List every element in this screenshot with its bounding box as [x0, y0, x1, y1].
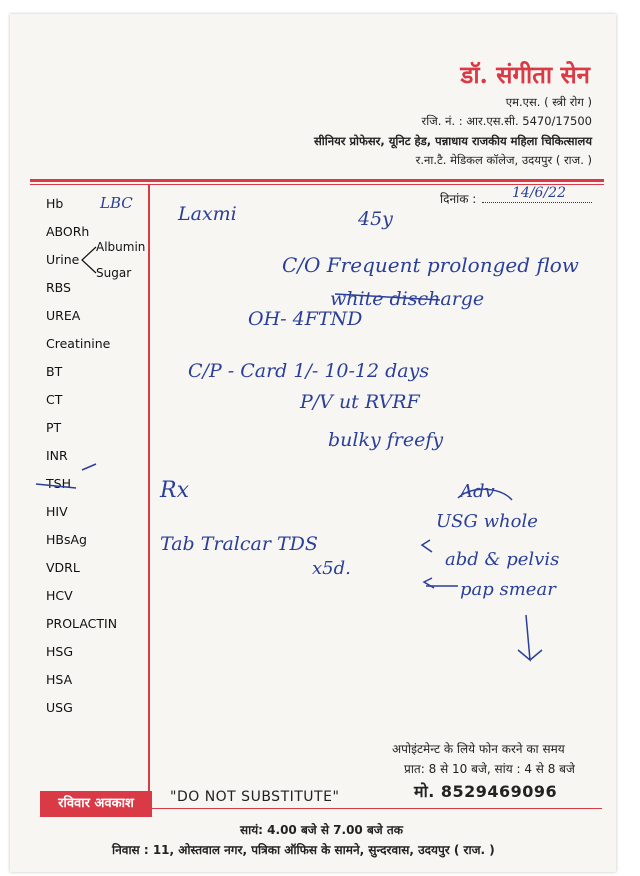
header-divider-thin: [30, 184, 604, 185]
hw-lbc: LBC: [100, 194, 133, 212]
hw-advice-3: pap smear: [460, 579, 556, 600]
qualification: एम.एस. ( स्त्री रोग ): [505, 95, 592, 109]
appointment-timing: प्रात: 8 से 10 बजे, सांय : 4 से 8 बजे: [404, 762, 575, 776]
test-item: BT: [46, 364, 63, 379]
hw-advice-2: abd & pelvis: [445, 549, 560, 570]
test-item: HIV: [46, 504, 68, 519]
header-divider: [30, 179, 604, 182]
test-item: VDRL: [46, 560, 80, 575]
hw-patient-name: Laxmi: [178, 203, 237, 225]
phone-number: मो. 8529469096: [414, 782, 558, 801]
evening-timing: सायं: 4.00 बजे से 7.00 बजे तक: [240, 823, 403, 837]
test-item: Urine: [46, 252, 80, 267]
urine-bracket: [78, 244, 98, 276]
hw-date: 14/6/22: [512, 185, 566, 201]
date-line: [482, 202, 592, 203]
hw-rx: Rx: [160, 478, 189, 503]
test-item: UREA: [46, 308, 81, 323]
test-item: ABORh: [46, 224, 90, 239]
test-item: CT: [46, 392, 63, 407]
urine-sugar: Sugar: [96, 266, 132, 280]
test-item: PT: [46, 420, 62, 435]
test-item: INR: [46, 448, 68, 463]
doctor-name: डॉ. संगीता सेन: [460, 60, 590, 89]
footer-divider: [152, 808, 602, 809]
test-item: HSG: [46, 644, 74, 659]
appointment-heading: अपोइंटमेन्ट के लिये फोन करने का समय: [392, 742, 565, 756]
do-not-substitute: "DO NOT SUBSTITUTE": [170, 789, 340, 805]
hw-advice-1: USG whole: [436, 511, 538, 532]
test-item: HSA: [46, 672, 73, 687]
test-item: HBsAg: [46, 532, 87, 547]
residence-address: निवास : 11, ओस्तवाल नगर, पत्रिका ऑफिस के सामने, सुन्दरवास, उदयपुर ( राज. ): [112, 843, 495, 857]
hw-complaint-1: C/O Frequent prolonged flow: [282, 253, 579, 277]
test-item: Hb: [46, 196, 64, 211]
hw-exam-1: C/P - Card 1/- 10-12 days: [188, 360, 430, 382]
hw-tablet-2: x5d.: [312, 558, 351, 579]
registration-number: रजि. नं. : आर.एस.सी. 5470/17500: [421, 114, 592, 128]
column-divider: [148, 185, 150, 813]
test-item: PROLACTIN: [46, 616, 118, 631]
hw-patient-age: 45y: [358, 208, 393, 230]
hw-history: OH- 4FTND: [248, 308, 363, 330]
hw-exam-2: P/V ut RVRF: [300, 391, 420, 413]
sunday-off-badge: रविवार अवकाश: [40, 791, 152, 817]
college: र.ना.टै. मेडिकल कॉलेज, उदयपुर ( राज. ): [415, 153, 592, 167]
test-item: RBS: [46, 280, 71, 295]
designation: सीनियर प्रोफेसर, यूनिट हेड, पन्नाधाय राजकीय महिला चिकित्सालय: [313, 134, 592, 148]
test-item: Creatinine: [46, 336, 111, 351]
hw-exam-3: bulky freefy: [328, 429, 444, 451]
urine-albumin: Albumin: [96, 240, 146, 254]
hw-complaint-2: white discharge: [330, 288, 485, 310]
test-item: TSH: [46, 476, 71, 491]
date-label: दिनांक :: [440, 192, 477, 206]
hw-advice-label: Adv: [460, 481, 495, 502]
test-item: HCV: [46, 588, 73, 603]
hw-tablet-1: Tab Tralcar TDS: [160, 533, 318, 555]
test-item: USG: [46, 700, 73, 715]
